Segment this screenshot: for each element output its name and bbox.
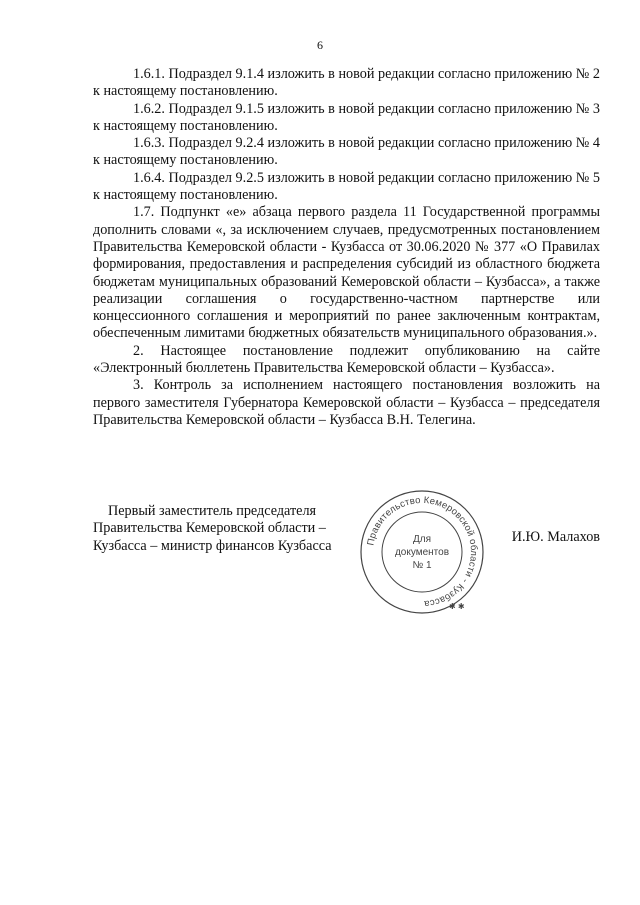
paragraph-3: 3. Контроль за исполнением настоящего постановления возложить на первого заместителя Губернатора Кемеровской области – Кузбасса – председателя Правительства Кемеровской области – Кузбасса В.Н. Телегина. — [93, 377, 600, 428]
paragraph-1-6-2: 1.6.2. Подраздел 9.1.5 изложить в новой редакции согласно приложению № 3 к настоящему постановлению. — [93, 100, 600, 134]
signer-name: И.Ю. Малахов — [511, 529, 600, 545]
paragraph-2: 2. Настоящее постановление подлежит опубликованию на сайте «Электронный бюллетень Правительства Кемеровской области – Кузбасса». — [93, 342, 600, 377]
paragraph-1-6-3: 1.6.3. Подраздел 9.2.4 изложить в новой редакции согласно приложению № 4 к настоящему постановлению. — [93, 135, 600, 169]
seal-graphic — [357, 487, 487, 617]
paragraph-1-6-1: 1.6.1. Подраздел 9.1.4 изложить в новой редакции согласно приложению № 2 к настоящему постановлению. — [93, 66, 600, 100]
seal-center-line: Для — [412, 534, 432, 545]
paragraph-1-7: 1.7. Подпункт «е» абзаца первого раздела 11 Государственной программы дополнить словами «, за исключением случаев, предусмотренных постановлением Правительства Кемеровской области - Кузбасса от 30.06.2020 № 377 «О Правилах формирования, предоставления и распределения субсидий из областного бюджета бюджетам муниципальных образований Кемеровской области – Кузбасса», а также реализации соглашения о государственно-частном партнерстве или концессионного соглашения и мероприятий по ранее заключенным контрактам, обеспеченным лимитами бюджетных обязательств муниципального образования.». — [93, 204, 600, 342]
signature-block — [93, 494, 600, 623]
seal-center-line: № 1 — [412, 560, 432, 571]
document-body — [93, 66, 600, 429]
seal-center-line: документов — [394, 547, 450, 558]
seal-star-icon: ✱ ✱ — [449, 602, 465, 611]
seal-ring-text: Правительство Кемеровской области - Кузбасса — [365, 494, 480, 610]
signer-title-line: Правительства Кемеровской области – — [93, 520, 326, 537]
page-number: 6 — [317, 38, 323, 52]
signer-title-line: Кузбасса – министр финансов Кузбасса — [93, 537, 332, 554]
official-seal — [357, 487, 487, 617]
signer-title — [93, 503, 353, 555]
paragraph-1-6-4: 1.6.4. Подраздел 9.2.5 изложить в новой редакции согласно приложению № 5 к настоящему постановлению. — [93, 169, 600, 204]
signer-title-line: Первый заместитель председателя — [108, 503, 317, 519]
